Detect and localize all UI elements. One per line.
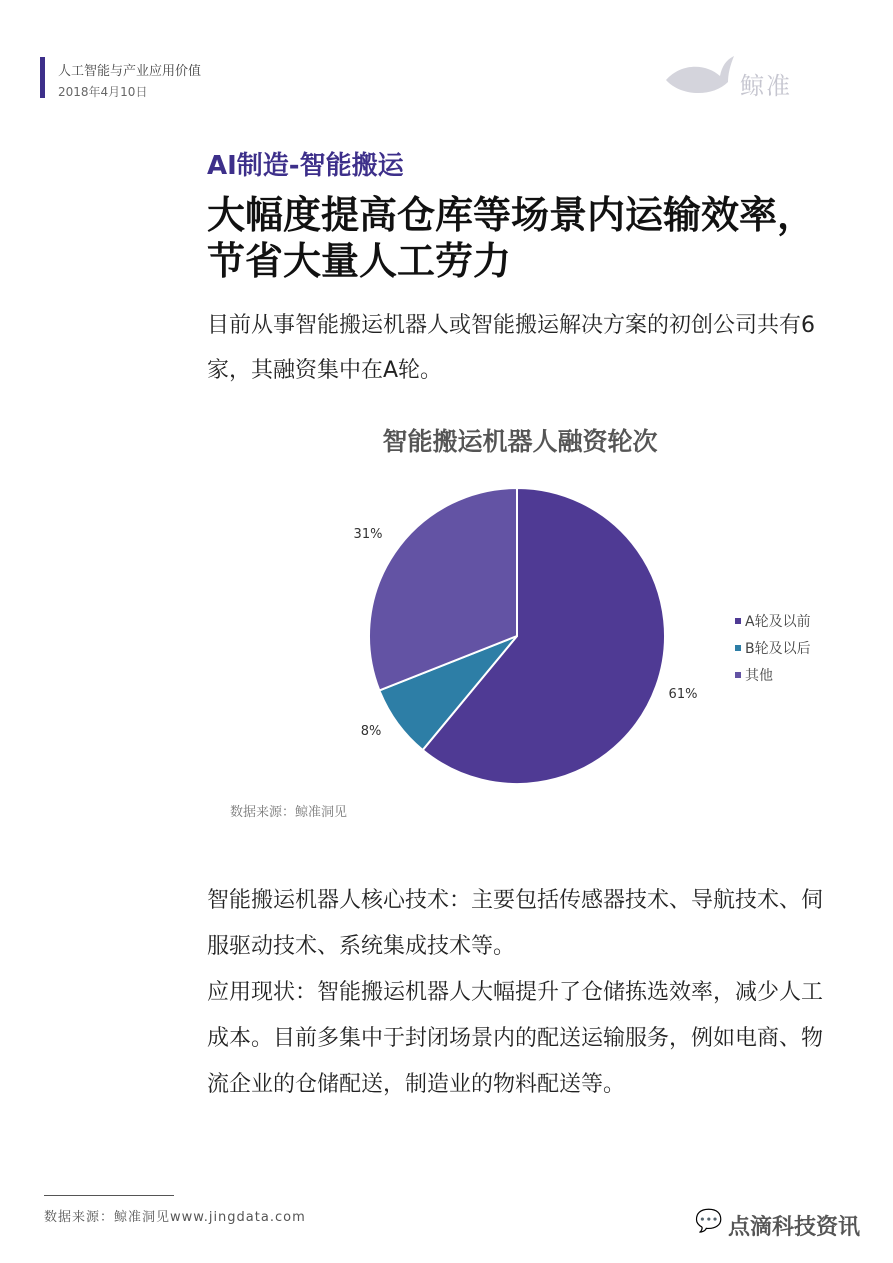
legend-label: B轮及以后 — [745, 640, 811, 657]
legend-item — [735, 634, 811, 661]
legend-swatch — [735, 645, 741, 651]
wechat-icon: 💬 — [695, 1209, 723, 1234]
body-line: 智能搬运机器人核心技术：主要包括传感器技术、导航技术、伺 — [207, 888, 824, 913]
section-label: AI制造-智能搬运 — [207, 151, 404, 181]
intro-line: 目前从事智能搬运机器人或智能搬运解决方案的初创公司共有6 — [207, 313, 815, 338]
headline-line: 节省大量人工劳力 — [207, 239, 512, 283]
legend-swatch — [735, 618, 741, 624]
report-date: 2018年4月10日 — [58, 85, 148, 99]
pie-data-label: 31% — [353, 527, 383, 542]
pie-data-label: 8% — [360, 724, 382, 739]
body-line: 应用现状：智能搬运机器人大幅提升了仓储拣选效率，减少人工 — [207, 980, 824, 1005]
body-line: 成本。目前多集中于封闭场景内的配送运输服务，例如电商、物 — [207, 1026, 824, 1051]
legend-item — [735, 661, 811, 688]
intro-line: 家，其融资集中在A轮。 — [207, 358, 443, 383]
footer-divider — [44, 1195, 174, 1196]
pie-data-label: 61% — [668, 687, 698, 702]
brand-logo-text: 鲸准 — [740, 72, 792, 100]
chart-legend — [735, 607, 811, 688]
footer-brand: 点滴科技资讯 — [728, 1215, 861, 1240]
footer-source: 数据来源：鲸准洞见www.jingdata.com — [44, 1210, 306, 1225]
body-line: 流企业的仓储配送，制造业的物料配送等。 — [207, 1072, 626, 1097]
chart-source-note: 数据来源：鲸准洞见 — [230, 805, 348, 820]
legend-label: A轮及以前 — [745, 613, 811, 630]
body-line: 服驱动技术、系统集成技术等。 — [207, 934, 516, 959]
headline-line: 大幅度提高仓库等场景内运输效率， — [207, 193, 816, 237]
legend-swatch — [735, 672, 741, 678]
report-title: 人工智能与产业应用价值 — [58, 64, 202, 79]
body-text — [207, 878, 857, 1108]
legend-item — [735, 607, 811, 634]
legend-label: 其他 — [745, 667, 773, 684]
chart-title: 智能搬运机器人融资轮次 — [382, 427, 658, 456]
